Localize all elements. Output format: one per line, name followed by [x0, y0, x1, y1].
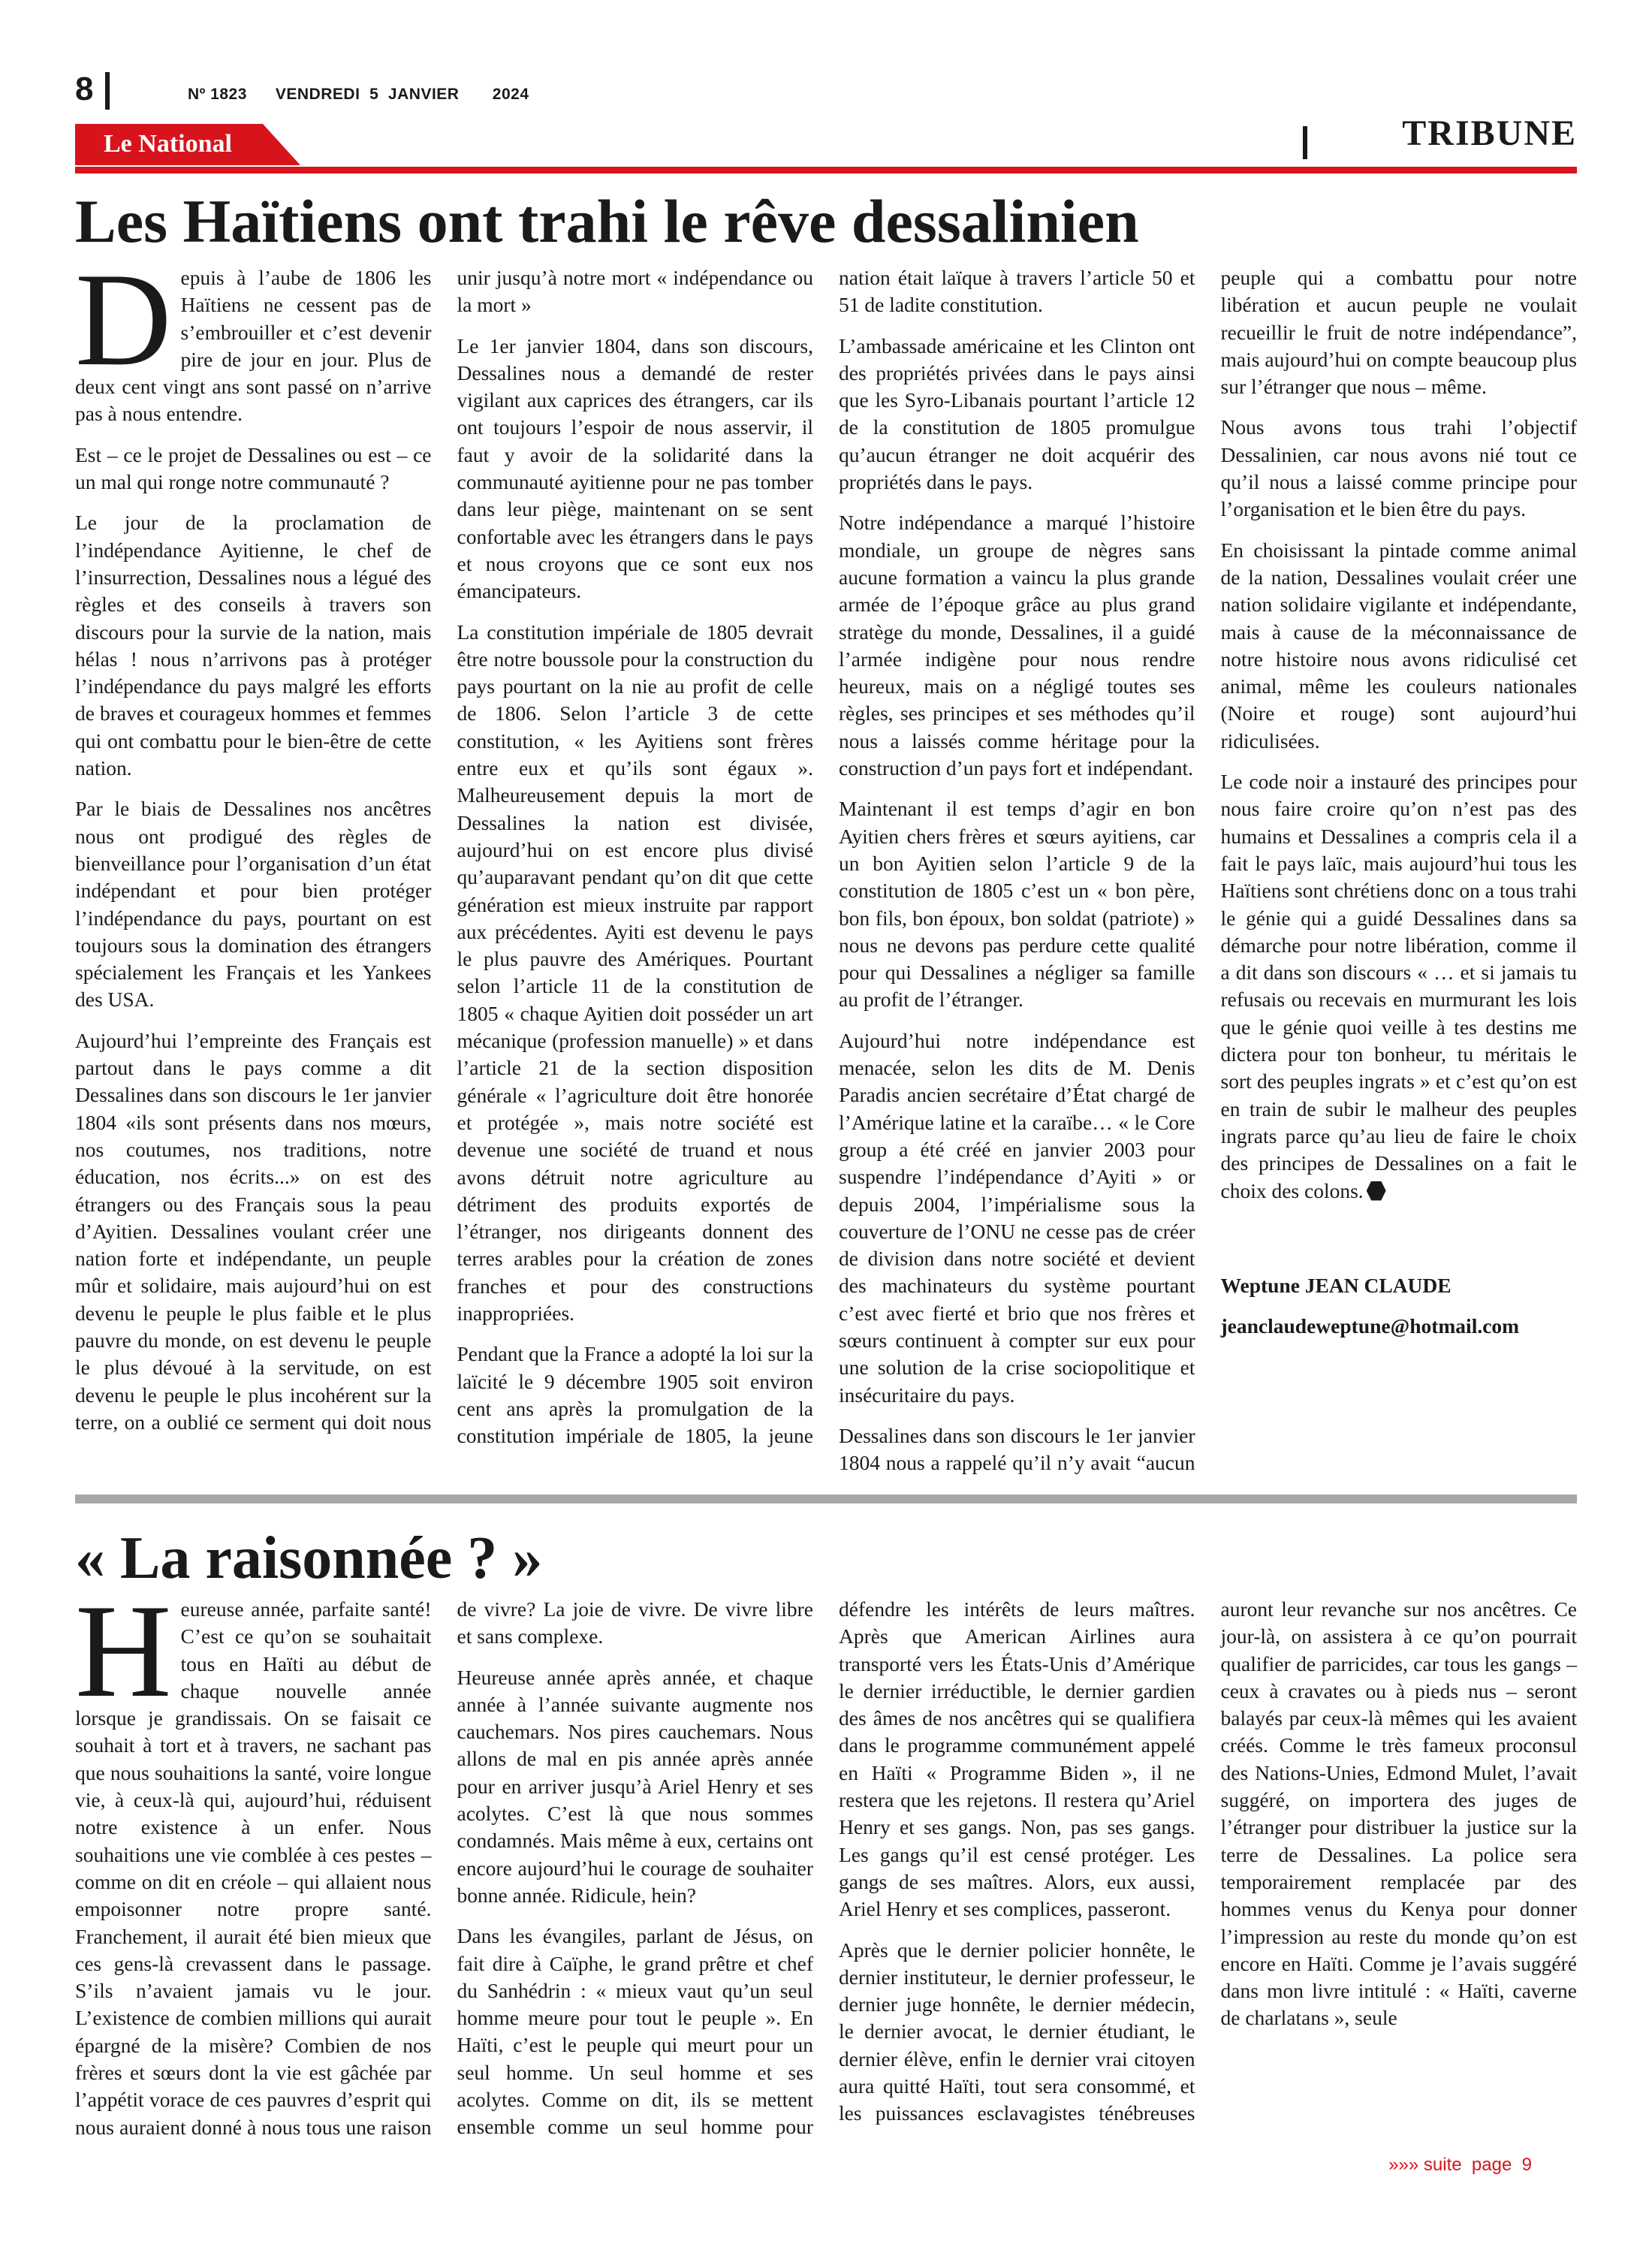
- article1-paragraph: Maintenant il est temps d’agir en bon Ayitien chers frères et sœurs ayitiens, car un bon Ayitien selon l’article 9 de la constitution de 1805 c’est un « bon père, bon fils, bon époux, bon soldat (patriote) » nous ne devons pas perdure cette qualité pour qui Dessalines a négliger sa famille au profit de l’étranger.: [839, 797, 1195, 1012]
- article2-title: « La raisonnée ? »: [75, 1525, 543, 1591]
- author-name: Weptune JEAN CLAUDE: [1220, 1273, 1452, 1297]
- page-number: 8: [75, 71, 94, 107]
- article1-paragraph: [75, 245, 432, 428]
- article2-paragraph: Heureuse année après année, et chaque année à l’année suivante augmente nos cauchemars. Nos pires cauchemars. Nous allons de mal en pis année après année pour en arriver jusqu’à Ariel Henry et ses acolytes. C’est là que nous sommes condamnés. Mais même à eux, certains ont encore aujourd’hui le courage de souhaiter bonne année. Ridicule, hein?: [457, 1665, 813, 1907]
- brand-logo: Le National: [104, 130, 232, 158]
- brand-tab: [75, 124, 300, 165]
- article1-text: Le code noir a instauré des principes pour nous faire croire qu’on n’est pas des humains et Dessalines a compris cela il a fait le pays laïc, mais aujourd’hui tous les Haïtiens sont chrétiens donc on a tous trahi le génie qui a guidé Dessalines dans sa démarche pour notre libération, comme il a dit dans son discours « … et si jamais tu refusais ou recevais en murmurant les lois que le génie quoi veille à tes destins me dictera pour ton bonheur, tu méritais le sort des peuples ingrats » et c’est qu’on est en train de subir le malheur des peuples ingrats parce qu’au lieu de faire le choix des principes de Dessalines on a fait le choix des colons.: [1220, 770, 1577, 1202]
- article1-paragraph: Aujourd’hui l’empreinte des Français est partout dans le pays comme a dit Dessalines dans son discours le 1er janvier 1804 «ils sont présents dans nos mœurs, nos coutumes, nos traditions, notre éducation, nos écrits...» on est des étrangers ou des Français sous la peau d’Ayitien. Dessalines voulant créer une nation forte et indépendante, un peuple mûr et solidaire, mais aujourd’hui on est devenu le peuple le plus faible et le plus pauvre du monde, on est devenu le peuple le plus dévoué à la servitude, on est devenu le peuple le plus incohérent sur la terre, on a oublié ce serment qui doit nous unir jusqu’à notre mort « indépendance ou la mort »: [75, 266, 813, 1434]
- article-divider: [75, 1494, 1577, 1504]
- article1-paragraph: Le 1er janvier 1804, dans son discours, Dessalines nous a demandé de rester vigilant aux caprices des étrangers, car ils ont toujours l’espoir de nous asservir, il faut y avoir de la solidarité dans la communauté ayitienne pour ne pas tomber dans leur piège, maintenant on se sent confortable avec les étrangers dans le pays et nous croyons que ce sont eux nos émancipateurs.: [457, 333, 813, 603]
- end-of-article-icon: [1367, 1181, 1386, 1201]
- article1-paragraph: Nous avons tous trahi l’objectif Dessalinien, car nous avons nié tout ce qu’il nous a laissé comme principe pour l’organisation et le bien être du pays.: [1220, 415, 1577, 521]
- article1-text: epuis à l’aube de 1806 les Haïtiens ne cessent pas de s’embrouiller et c’est devenir pire de jour en jour. Plus de deux cent vingt ans sont passé on n’arrive pas à nous entendre.: [75, 266, 432, 426]
- article1-paragraph: Est – ce le projet de Dessalines ou est – ce un mal qui ronge notre communauté ?: [75, 442, 432, 494]
- article2-text: eureuse année, parfaite santé! C’est ce qu’on se souhaitait tous en Haïti au début de chaque nouvelle année lorsque je grandissais. On se faisait ce souhait à tort et à travers, ne sachant pas que nous souhaitions la santé, voire longue vie, à ceux-là qui, aujourd’hui, réduisent notre existence à un enfer. Nous souhaitions une vie comblée à ces pestes – comme on dit en créole – qui allaient nous empoisonner notre propre santé. Franchement, il aurait été bien mieux que ces gens-là crevassent dans le passage. S’ils n’avaient jamais vu le jour. L’existence de combien millions qui aurait épargné de la misère? Combien de nos frères et sœurs dont la vie est gâchée par l’appétit vorace de ces pauvres d’esprit qui nous auraient donné à nous tous une raison de vivre? La joie de vivre. De vivre libre et sans complexe.: [75, 1597, 813, 2139]
- continuation-link[interactable]: »»» suite page 9: [1388, 2155, 1532, 2175]
- article1-title: Les Haïtiens ont trahi le rêve dessalinien: [75, 187, 1139, 255]
- article1-dropcap: D: [75, 245, 172, 394]
- article1-paragraph: Aujourd’hui notre indépendance est menacée, selon les dits de M. Denis Paradis ancien secrétaire d’État chargé de l’Amérique latine et la caraïbe… « le Core group a été créé en janvier 2003 pour suspendre l’indépendance d’Ayiti » or depuis 2004, l’impérialisme sous la couverture de l’ONU ne cesse pas de créer de division dans notre société et devient des machinateurs du système pourtant c’est avec fierté et brio que nos frères et sœurs continuent à compter sur eux pour une solution de la crise sociopolitique et insécuritaire du pays.: [839, 1028, 1195, 1407]
- article1-body: [75, 245, 1577, 1481]
- issue-line: Nº 1823 VENDREDI 5 JANVIER 2024: [188, 86, 529, 103]
- header-rule: [75, 167, 1577, 173]
- article1-paragraph: Dessalines dans son discours le 1er janvier 1804 nous a rappelé qu’il n’y avait “aucun peuple qui a combattu pour notre libération et aucun peuple ne voulait recueillir le fruit de notre indépendance”, mais aujourd’hui on compte beaucoup plus sur l’étranger que nous – même.: [839, 266, 1577, 1475]
- author-email[interactable]: jeanclaudeweptune@hotmail.com: [1220, 1314, 1520, 1338]
- article1-signature: [1221, 1272, 1578, 1341]
- section-divider: [1303, 126, 1307, 159]
- article1-paragraph: Le jour de la proclamation de l’indépendance Ayitienne, le chef de l’insurrection, Dessalines nous a légué des règles et des conseils à travers son discours pour la survie de la nation, mais hélas ! nous n’arrivons pas à protéger l’indépendance du pays malgré les efforts de braves et courageux hommes et femmes qui ont combattu pour le bien-être de cette nation.: [75, 511, 432, 780]
- article1-paragraph: Par le biais de Dessalines nos ancêtres nous ont prodigué des règles de bienveillance pour l’organisation d’un état indépendant et pour bien protéger l’indépendance du pays, pourtant on est toujours sous la domination des étrangers spécialement les Français et les Yankees des USA.: [75, 797, 432, 1012]
- article2-paragraph: Après que le dernier policier honnête, le dernier instituteur, le dernier professeur, le dernier juge honnête, le dernier médecin, le dernier avocat, le dernier étudiant, le dernier élève, enfin le dernier vrai citoyen aura quitté Haïti, tout sera consommé, et les puissances esclavagistes ténébreuses auront leur revanche sur nos ancêtres. Ce jour-là, on assistera à ce qu’on pourrait qualifier de parricides, car tous les gangs – ceux à cravates ou à pieds nus – seront balayés par ceux-là mêmes qui les avaient créés. Comme le très fameux proconsul des Nations-Unies, Edmond Mulet, l’avait suggéré, on importera des juges de l’étranger pour distribuer la justice sur la terre de Dessalines. La police sera temporairement remplacée par des hommes venus du Kenya pour donner l’impression au reste du monde qu’on est encore en Haïti. Comme je l’avais suggéré dans mon livre intitulé : « Haïti, caverne de charlatans », seule: [839, 1597, 1577, 2125]
- article1-paragraph: En choisissant la pintade comme animal de la nation, Dessalines voulait créer une nation solidaire vigilante et indépendante, mais à cause de la méconnaissance de notre histoire nous avons ridiculisé cet animal, même les couleurs nationales (Noire et rouge) sont aujourd’hui ridiculisées.: [1220, 538, 1577, 753]
- page-number-divider: [105, 72, 110, 110]
- article2-dropcap: H: [75, 1576, 172, 1725]
- article1-paragraph: [1221, 768, 1578, 1205]
- article1-paragraph: La constitution impériale de 1805 devrait être notre boussole pour la construction du pays pourtant on la nie au profit de celle de 1806. Selon l’article 3 de cette constitution, « les Ayitiens sont frères entre eux et qu’ils sont égaux ». Malheureusement depuis la mort de Dessalines la nation est divisée, aujourd’hui on est encore plus divisé qu’auparavant pendant qu’on dit que cette génération est mieux instruite par rapport aux précédentes. Ayiti est devenu le pays le plus pauvre des Amériques. Pourtant selon l’article 11 de la constitution de 1805 « chaque Ayitien doit posséder un art mécanique (profession manuelle) » et dans l’article 21 de la section disposition générale « l’agriculture doit être honorée et protégée », mais notre société est devenue une société de truand et nous avons détruit notre agriculture au détriment des produits exportés de l’étranger, nos dirigeants donnent des terres arables pour la création de zones franches et pour des constructions inappropriées.: [457, 620, 813, 1325]
- article2-paragraph: Dans les évangiles, parlant de Jésus, on fait dire à Caïphe, le grand prêtre et chef du Sanhédrin : « mieux vaut qu’un seul homme meure pour tout le peuple ». En Haïti, c’est le peuple qui meurt pour un seul homme. Un seul homme et ses acolytes. Comme on dit, ils se mettent ensemble comme un seul homme pour défendre les intérêts de leurs maîtres. Après que American Airlines aura transporté vers les États-Unis d’Amérique le dernier irréductible, le dernier gardien des âmes de nos ancêtres qui se qualifiera dans le programme communément appelé en Haïti « Programme Biden », il ne restera que les rejetons. Il restera qu’Ariel Henry et ses gangs. Non, pas ses gangs. Les gangs qu’il est censé protéger. Les gangs de ses maîtres. Alors, eux aussi, Ariel Henry et ses complices, passeront.: [457, 1597, 1195, 2139]
- masthead: [75, 69, 1577, 114]
- article1-paragraph: L’ambassade américaine et les Clinton ont des propriétés privées dans le pays ainsi que les Syro-Libanais pourtant l’article 12 de la constitution de 1805 promulgue qu’aucun étranger ne doit acquérir des propriétés dans le pays.: [839, 333, 1195, 494]
- article2-body: [75, 1576, 1577, 2152]
- article1-paragraph: Notre indépendance a marqué l’histoire mondiale, un groupe de nègres sans aucune formation a vaincu la plus grande armée de l’époque grâce au plus grand stratège du monde, Dessalines, il a guidé l’armée indigène pour nous rendre heureux, mais on a négligé toutes ses règles, ses principes et ses méthodes qu’il nous a laissés comme héritage pour la construction d’un pays fort et indépendant.: [839, 511, 1195, 780]
- article1-paragraph: Pendant que la France a adopté la loi sur la laïcité le 9 décembre 1905 soit environ cent ans après la promulgation de la constitution impériale de 1805, la jeune nation était laïque à travers l’article 50 et 51 de ladite constitution.: [457, 266, 1195, 1448]
- section-title: TRIBUNE: [1402, 113, 1577, 153]
